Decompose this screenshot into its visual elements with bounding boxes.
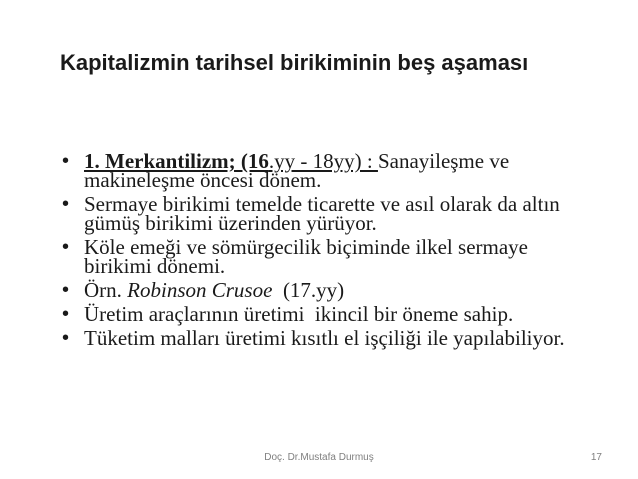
bullet-item-uretim xyxy=(62,302,582,326)
bullet-italic-title: Robinson Crusoe xyxy=(127,278,273,302)
bullet-list xyxy=(62,149,582,353)
bullet-item-tuketim xyxy=(62,326,582,350)
bullet-period: .yy - 18yy) : xyxy=(268,149,378,173)
bullet-text: Üretim araçlarının üretimi ikincil bir öneme sahip. xyxy=(84,302,514,326)
bullet-item-ornek xyxy=(62,278,582,302)
bullet-item-merkantilizm xyxy=(62,149,582,192)
bullet-text: Sanayileşme ve makineleşme öncesi dönem. xyxy=(84,149,510,192)
bullet-prefix: Örn. xyxy=(84,278,128,302)
bullet-text: Sermaye birikimi temelde ticarette ve asıl olarak da altın gümüş birikimi üzerinden yürüyor. xyxy=(84,192,560,235)
slide-title: Kapitalizmin tarihsel birikiminin beş aşaması xyxy=(60,50,529,75)
bullet-text: Tüketim malları üretimi kısıtlı el işçiliği ile yapılabiliyor. xyxy=(84,326,565,350)
bullet-heading: 1. Merkantilizm; (16 xyxy=(84,149,269,173)
bullet-text: Köle emeği ve sömürgecilik biçiminde ilkel sermaye birikimi dönemi. xyxy=(84,235,528,278)
bullet-item-kole xyxy=(62,235,582,278)
bullet-dot: • xyxy=(62,150,70,172)
bullet-dot: • xyxy=(62,193,70,215)
footer-author: Doç. Dr.Mustafa Durmuş xyxy=(264,452,374,463)
bullet-suffix: (17.yy) xyxy=(272,278,345,302)
bullet-dot: • xyxy=(62,279,70,301)
page-number: 17 xyxy=(590,452,602,463)
bullet-dot: • xyxy=(62,303,70,325)
bullet-dot: • xyxy=(62,327,70,349)
bullet-item-sermaye xyxy=(62,192,582,235)
bullet-dot: • xyxy=(62,236,70,258)
